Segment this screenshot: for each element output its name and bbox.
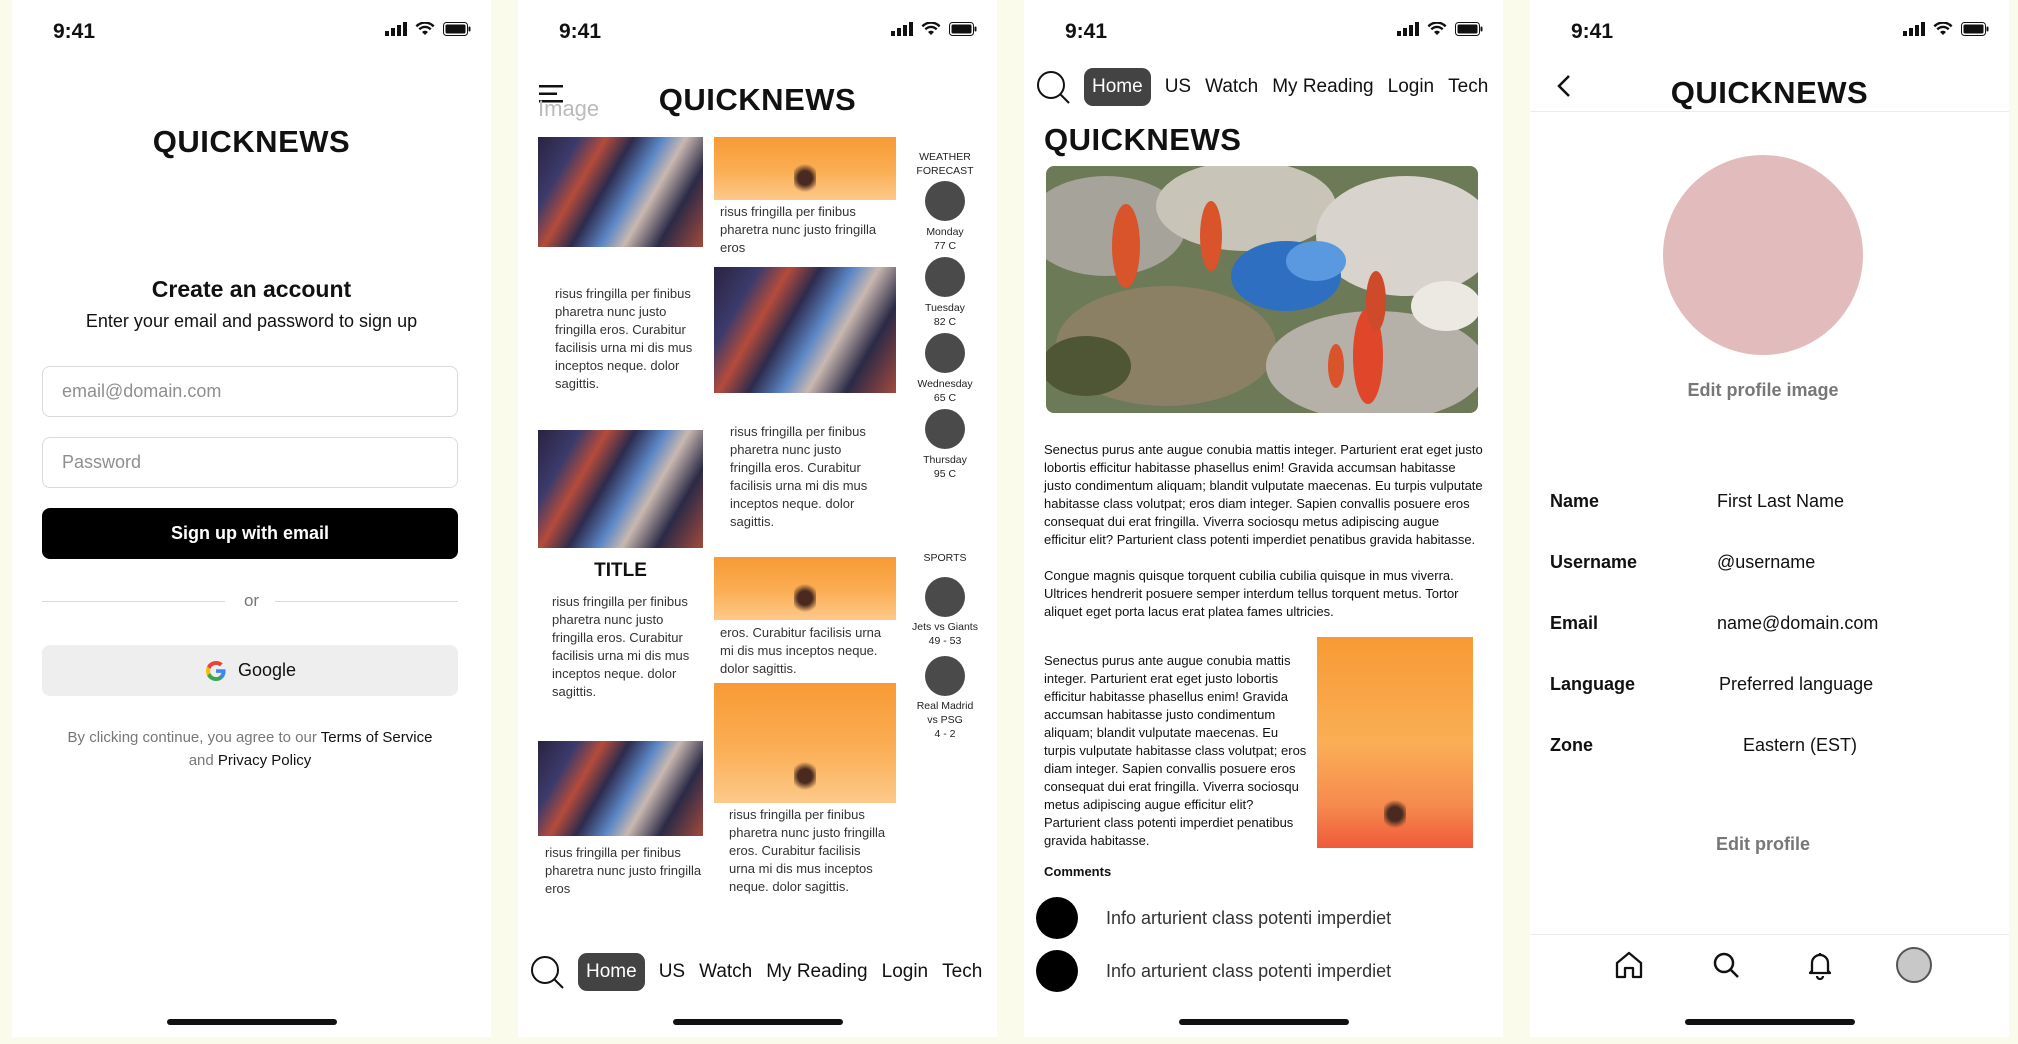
nav-item-watch[interactable]: Watch: [699, 961, 753, 982]
team-icon: [925, 656, 965, 696]
field-value-zone[interactable]: Eastern (EST): [1743, 735, 1858, 755]
field-label-name: Name: [1550, 491, 1600, 511]
game-teams: Real Madrid vs PSG: [916, 700, 974, 726]
article-blurb[interactable]: risus fringilla per finibus pharetra nunc justo fringilla eros. Curabitur facilisis urna mi dis mus inceptos neque. dolor sagittis.: [552, 594, 690, 699]
field-label-email: Email: [1550, 613, 1599, 633]
article-thumbnail[interactable]: [714, 683, 896, 803]
signal-icon: [891, 22, 913, 36]
edit-profile-link[interactable]: Edit profile: [1716, 834, 1810, 854]
nav-item-tech[interactable]: Tech: [942, 961, 983, 982]
article-thumbnail[interactable]: [538, 137, 703, 247]
battery-icon: [1455, 22, 1483, 36]
comments-heading: Comments: [1044, 864, 1112, 879]
password-field[interactable]: [42, 437, 458, 488]
terms-text: [42, 726, 458, 772]
game-score: 4 - 2: [934, 728, 956, 740]
battery-icon: [949, 22, 977, 36]
tabbar-divider: [1530, 934, 2009, 935]
game-score: 49 - 53: [928, 635, 962, 647]
field-value-language[interactable]: Preferred language: [1719, 674, 1874, 694]
weather-heading: WEATHER FORECAST: [916, 151, 974, 177]
sports-game[interactable]: [900, 577, 990, 648]
article-blurb[interactable]: risus fringilla per finibus pharetra nunc justo fringilla eros. Curabitur facilisis urna mi dis mus inceptos neque. dolor sagittis.: [730, 424, 868, 529]
weather-temp: 82 C: [933, 316, 957, 328]
nav-item-us[interactable]: US: [1164, 76, 1192, 97]
commenter-avatar: [1036, 950, 1078, 992]
wifi-icon: [1427, 22, 1447, 36]
article-paragraph: Congue magnis quisque torquent cubilia cubilia quisque in mus viverra. Ultrices hendrerit posuere semper interdum tellus torquent metus. Tortor aliquet eget porta lacus erat platea fames ultricies.: [1044, 568, 1459, 619]
nav-item-my-reading[interactable]: My Reading: [766, 961, 868, 982]
status-icons: [891, 22, 977, 36]
signal-icon: [385, 22, 407, 36]
google-button[interactable]: [42, 645, 458, 696]
weather-icon: [925, 181, 965, 221]
brand-title: QUICKNEWS: [1044, 122, 1242, 157]
status-time: 9:41: [1571, 20, 1614, 43]
signal-icon: [1903, 22, 1925, 36]
home-indicator: [167, 1019, 337, 1025]
sports-heading: SPORTS: [923, 552, 967, 564]
search-icon[interactable]: [1036, 70, 1070, 104]
signal-icon: [1397, 22, 1419, 36]
comment-text: Info arturient class potenti imperdiet: [1106, 907, 1392, 928]
nav-item-my-reading[interactable]: My Reading: [1272, 76, 1374, 97]
comment-item[interactable]: [1036, 897, 1391, 939]
field-label-zone: Zone: [1550, 735, 1593, 755]
top-nav: [1036, 68, 1488, 106]
feed-screen: [518, 0, 997, 1037]
signup-subheading: Enter your email and password to sign up: [85, 311, 418, 331]
brand-title: QUICKNEWS: [658, 82, 857, 117]
profile-screen: [1530, 0, 2009, 1037]
weather-icon: [925, 257, 965, 297]
image-label: Image: [538, 96, 600, 121]
search-icon[interactable]: [530, 955, 564, 989]
weather-day-label: Monday: [926, 226, 964, 238]
bell-icon[interactable]: [1805, 950, 1835, 980]
weather-day[interactable]: [900, 409, 990, 481]
terms-link[interactable]: Terms of Service: [320, 729, 433, 746]
field-label-username: Username: [1550, 552, 1638, 572]
article-thumbnail[interactable]: [538, 430, 703, 548]
home-icon[interactable]: [1614, 950, 1644, 980]
nav-item-home[interactable]: Home: [1084, 68, 1151, 106]
article-blurb[interactable]: risus fringilla per finibus pharetra nunc justo fringilla eros: [545, 845, 702, 896]
weather-temp: 65 C: [933, 392, 957, 404]
bottom-nav: [530, 953, 982, 991]
comment-text: Info arturient class potenti imperdiet: [1106, 960, 1392, 981]
weather-day[interactable]: [900, 181, 990, 253]
weather-list: [900, 181, 990, 481]
brand-title: QUICKNEWS: [152, 124, 351, 159]
privacy-link[interactable]: Privacy Policy: [217, 752, 312, 769]
article-title[interactable]: TITLE: [594, 560, 647, 581]
hero-image: [1046, 166, 1478, 413]
weather-temp: 77 C: [933, 240, 957, 252]
field-value-name[interactable]: First Last Name: [1717, 491, 1845, 511]
profile-avatar[interactable]: [1663, 155, 1863, 355]
wifi-icon: [921, 22, 941, 36]
weather-day[interactable]: [900, 333, 990, 405]
article-blurb[interactable]: risus fringilla per finibus pharetra nunc justo fringilla eros. Curabitur facilisis urna mi dis mus inceptos neque. dolor sagittis.: [729, 807, 886, 894]
search-icon[interactable]: [1711, 950, 1741, 980]
weather-day-label: Thursday: [923, 454, 967, 466]
weather-day-label: Wednesday: [917, 378, 973, 390]
wifi-icon: [415, 22, 435, 36]
article-paragraph: Senectus purus ante augue conubia mattis integer. Parturient erat eget justo lobortis efficitur habitasse phasellus enim! Gravida accumsan habitasse justo condimentum aliquam; blandit vulputate maecenas. Eu turpis vulputate habitasse class volutpat; eros diam integer. Sapien convallis posuere eros consequat dui erat fringilla. Viverra sociosqu metus adipiscing augue efficitur elit? Parturient class potenti imperdiet penatibus gravida habitasse.: [1044, 442, 1483, 547]
google-icon: [204, 659, 228, 683]
brand-title: QUICKNEWS: [1670, 75, 1869, 110]
weather-icon: [925, 333, 965, 373]
sports-list: [900, 577, 990, 741]
signup-screen: [12, 0, 491, 1037]
status-time: 9:41: [559, 20, 602, 43]
status-time: 9:41: [1065, 20, 1108, 43]
weather-icon: [925, 409, 965, 449]
home-indicator: [1179, 1019, 1349, 1025]
home-indicator: [673, 1019, 843, 1025]
header-divider: [1530, 111, 2009, 112]
weather-day[interactable]: [900, 257, 990, 329]
commenter-avatar: [1036, 897, 1078, 939]
battery-icon: [443, 22, 471, 36]
status-icons: [1903, 22, 1989, 36]
article-blurb[interactable]: risus fringilla per finibus pharetra nunc justo fringilla eros. Curabitur facilisis urna mi dis mus inceptos neque. dolor sagittis.: [555, 286, 693, 391]
avatar[interactable]: [1896, 947, 1932, 983]
article-paragraph: Senectus purus ante augue conubia mattis integer. Parturient erat eget justo lobortis efficitur habitasse phasellus enim! Gravida accumsan habitasse justo condimentum aliquam; blandit vulputate maecenas. Eu turpis vulputate habitasse class volutpat; eros diam integer. Sapien convallis posuere eros consequat dui erat fringilla. Viverra sociosqu metus adipiscing augue efficitur elit? Parturient class potenti imperdiet penatibus gravida habitasse.: [1044, 653, 1307, 848]
nav-item-watch[interactable]: Watch: [1205, 76, 1259, 97]
article-thumbnail[interactable]: [714, 557, 896, 620]
home-indicator: [1685, 1019, 1855, 1025]
or-label: or: [243, 591, 260, 610]
game-teams: Jets vs Giants: [912, 621, 978, 633]
weather-temp: 95 C: [933, 468, 957, 480]
article-thumbnail[interactable]: [538, 741, 703, 836]
article-blurb[interactable]: eros. Curabitur facilisis urna mi dis mus inceptos neque. dolor sagittis.: [720, 625, 882, 676]
comment-item[interactable]: [1036, 950, 1391, 992]
article-image: [1317, 637, 1473, 848]
team-icon: [925, 577, 965, 617]
nav-item-home[interactable]: Home: [578, 953, 645, 991]
signup-email-button[interactable]: Sign up with email: [42, 508, 458, 559]
edit-profile-image-link[interactable]: Edit profile image: [1687, 380, 1839, 400]
weather-day-label: Tuesday: [925, 302, 965, 314]
field-label-language: Language: [1550, 674, 1636, 694]
status-icons: [1397, 22, 1483, 36]
article-thumbnail[interactable]: [714, 267, 896, 393]
nav-item-tech[interactable]: Tech: [1448, 76, 1489, 97]
status-time: 9:41: [53, 20, 96, 43]
article-screen: [1024, 0, 1503, 1037]
field-value-username[interactable]: @username: [1717, 552, 1816, 572]
and-label: and: [188, 752, 214, 769]
nav-item-login[interactable]: Login: [881, 961, 929, 982]
article-blurb[interactable]: risus fringilla per finibus pharetra nunc justo fringilla eros: [720, 204, 877, 255]
sports-game[interactable]: [900, 656, 990, 741]
wifi-icon: [1933, 22, 1953, 36]
nav-item-us[interactable]: US: [658, 961, 686, 982]
status-icons: [385, 22, 471, 36]
google-button-label: Google: [237, 660, 297, 680]
battery-icon: [1961, 22, 1989, 36]
terms-prefix: By clicking continue, you agree to our: [67, 729, 317, 746]
article-thumbnail[interactable]: [714, 137, 896, 200]
signup-heading: Create an account: [151, 276, 352, 302]
nav-item-login[interactable]: Login: [1387, 76, 1435, 97]
email-field[interactable]: [42, 366, 458, 417]
field-value-email[interactable]: name@domain.com: [1717, 613, 1879, 633]
